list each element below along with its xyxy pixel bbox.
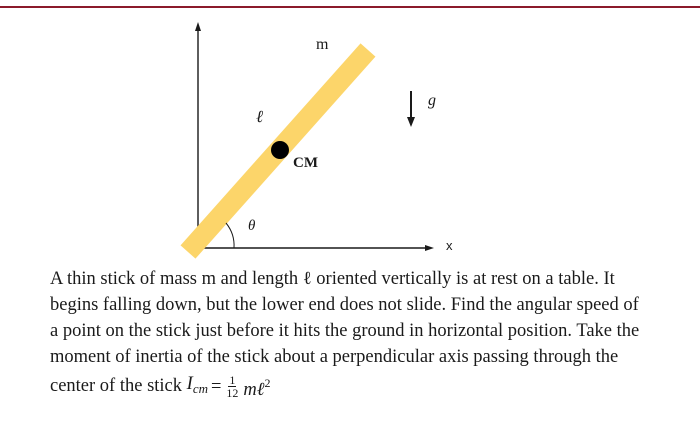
length-label: ℓ xyxy=(256,107,264,126)
mass-label: m xyxy=(316,36,329,53)
formula-lhs-subscript: cm xyxy=(192,381,208,396)
formula-rhs-superscript: 2 xyxy=(264,376,271,390)
problem-statement xyxy=(50,266,650,403)
gravity-arrowhead xyxy=(407,117,415,127)
formula-rhs: mℓ xyxy=(243,380,265,400)
moment-of-inertia-formula xyxy=(187,370,271,403)
y-axis-arrowhead xyxy=(195,22,201,31)
fraction-numerator: 1 xyxy=(229,373,236,387)
fraction-denominator: 12 xyxy=(226,386,239,400)
cm-label: CM xyxy=(293,155,318,171)
formula-lhs: I xyxy=(186,374,193,394)
x-axis-label: x xyxy=(446,238,453,253)
angle-label: θ xyxy=(248,218,256,234)
x-axis-arrowhead xyxy=(425,245,434,251)
formula-fraction xyxy=(226,374,238,399)
formula-equals: = xyxy=(210,376,222,397)
problem-text: A thin stick of mass m and length ℓ oriented vertically is at rest on a table. It begins falling down, but the lower end does not slide. Find the angular speed of a point on the stick just before it hits the ground in horizontal position. Take the moment of inertia of the stick about a perpendicular axis passing through the center of the stick xyxy=(50,269,640,396)
angle-arc xyxy=(226,223,234,248)
center-of-mass-dot xyxy=(271,141,289,159)
gravity-label: g⃗ xyxy=(428,92,449,109)
